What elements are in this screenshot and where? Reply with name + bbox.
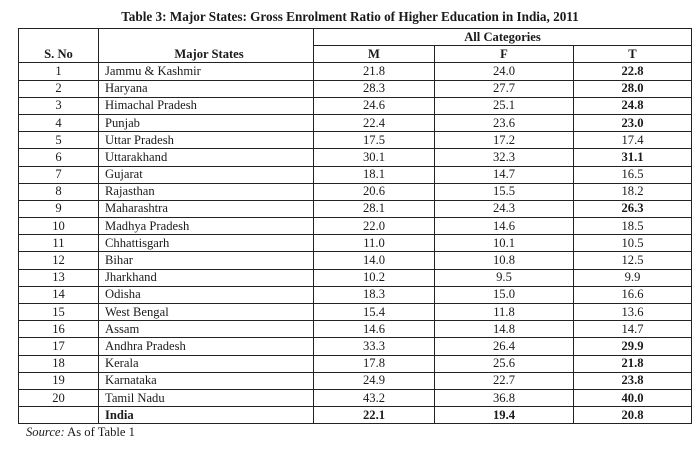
cell-sno: 15	[19, 304, 99, 321]
table-row	[19, 114, 692, 131]
cell-m: 17.5	[314, 132, 435, 149]
cell-t: 24.8	[574, 97, 692, 114]
cell-state: Andhra Pradesh	[99, 338, 314, 355]
cell-sno: 20	[19, 389, 99, 406]
cell-t: 20.8	[574, 407, 692, 424]
cell-state: Himachal Pradesh	[99, 97, 314, 114]
cell-sno: 3	[19, 97, 99, 114]
cell-sno: 5	[19, 132, 99, 149]
cell-m: 24.6	[314, 97, 435, 114]
table-row	[19, 166, 692, 183]
cell-m: 10.2	[314, 269, 435, 286]
col-header-state: Major States	[99, 29, 314, 63]
table-row	[19, 252, 692, 269]
cell-sno: 16	[19, 321, 99, 338]
cell-state: Karnataka	[99, 372, 314, 389]
cell-m: 33.3	[314, 338, 435, 355]
ger-table	[18, 28, 692, 424]
cell-m: 14.6	[314, 321, 435, 338]
cell-t: 22.8	[574, 63, 692, 80]
cell-state: India	[99, 407, 314, 424]
table-row	[19, 97, 692, 114]
cell-f: 10.1	[435, 235, 574, 252]
table-row	[19, 218, 692, 235]
cell-sno: 9	[19, 200, 99, 217]
cell-f: 10.8	[435, 252, 574, 269]
cell-sno: 17	[19, 338, 99, 355]
cell-t: 28.0	[574, 80, 692, 97]
table-row	[19, 235, 692, 252]
table-row	[19, 321, 692, 338]
cell-m: 20.6	[314, 183, 435, 200]
cell-state: Haryana	[99, 80, 314, 97]
cell-m: 28.3	[314, 80, 435, 97]
cell-t: 40.0	[574, 389, 692, 406]
cell-state: Odisha	[99, 286, 314, 303]
cell-m: 24.9	[314, 372, 435, 389]
cell-t: 14.7	[574, 321, 692, 338]
cell-f: 25.1	[435, 97, 574, 114]
cell-sno: 8	[19, 183, 99, 200]
cell-f: 14.6	[435, 218, 574, 235]
cell-state: Tamil Nadu	[99, 389, 314, 406]
cell-t: 23.8	[574, 372, 692, 389]
cell-f: 15.0	[435, 286, 574, 303]
cell-sno: 7	[19, 166, 99, 183]
cell-f: 17.2	[435, 132, 574, 149]
cell-f: 24.0	[435, 63, 574, 80]
cell-t: 16.5	[574, 166, 692, 183]
cell-f: 24.3	[435, 200, 574, 217]
cell-f: 15.5	[435, 183, 574, 200]
cell-t: 18.2	[574, 183, 692, 200]
cell-m: 22.0	[314, 218, 435, 235]
cell-state: Jharkhand	[99, 269, 314, 286]
cell-f: 23.6	[435, 114, 574, 131]
cell-f: 32.3	[435, 149, 574, 166]
table-row	[19, 132, 692, 149]
table-row	[19, 269, 692, 286]
cell-t: 9.9	[574, 269, 692, 286]
table-row	[19, 355, 692, 372]
cell-sno: 13	[19, 269, 99, 286]
table-row	[19, 183, 692, 200]
cell-f: 22.7	[435, 372, 574, 389]
table-row	[19, 149, 692, 166]
cell-f: 11.8	[435, 304, 574, 321]
cell-sno: 2	[19, 80, 99, 97]
total-row	[19, 407, 692, 424]
col-header-sno: S. No	[19, 29, 99, 63]
cell-m: 18.3	[314, 286, 435, 303]
table-row	[19, 286, 692, 303]
table-row	[19, 63, 692, 80]
cell-sno: 11	[19, 235, 99, 252]
cell-m: 22.1	[314, 407, 435, 424]
cell-t: 26.3	[574, 200, 692, 217]
cell-sno: 12	[19, 252, 99, 269]
cell-state: Chhattisgarh	[99, 235, 314, 252]
cell-state: Punjab	[99, 114, 314, 131]
cell-m: 28.1	[314, 200, 435, 217]
cell-t: 31.1	[574, 149, 692, 166]
cell-t: 29.9	[574, 338, 692, 355]
cell-sno: 14	[19, 286, 99, 303]
table-row	[19, 338, 692, 355]
cell-state: Bihar	[99, 252, 314, 269]
cell-m: 43.2	[314, 389, 435, 406]
cell-f: 19.4	[435, 407, 574, 424]
cell-sno: 1	[19, 63, 99, 80]
cell-f: 36.8	[435, 389, 574, 406]
cell-f: 14.8	[435, 321, 574, 338]
table-row	[19, 80, 692, 97]
cell-f: 26.4	[435, 338, 574, 355]
cell-t: 10.5	[574, 235, 692, 252]
cell-state: Jammu & Kashmir	[99, 63, 314, 80]
cell-f: 9.5	[435, 269, 574, 286]
cell-sno: 6	[19, 149, 99, 166]
cell-m: 22.4	[314, 114, 435, 131]
source-note	[26, 425, 135, 440]
table-body	[19, 63, 692, 424]
cell-state: Assam	[99, 321, 314, 338]
cell-sno: 19	[19, 372, 99, 389]
cell-state: Madhya Pradesh	[99, 218, 314, 235]
cell-sno: 10	[19, 218, 99, 235]
cell-f: 25.6	[435, 355, 574, 372]
cell-m: 14.0	[314, 252, 435, 269]
cell-sno: 18	[19, 355, 99, 372]
col-header-m: M	[314, 46, 435, 63]
cell-state: Uttarakhand	[99, 149, 314, 166]
table-row	[19, 304, 692, 321]
table-row	[19, 372, 692, 389]
cell-t: 21.8	[574, 355, 692, 372]
cell-t: 12.5	[574, 252, 692, 269]
cell-m: 18.1	[314, 166, 435, 183]
cell-state: Maharashtra	[99, 200, 314, 217]
cell-state: Gujarat	[99, 166, 314, 183]
cell-t: 18.5	[574, 218, 692, 235]
col-header-f: F	[435, 46, 574, 63]
cell-state: Rajasthan	[99, 183, 314, 200]
source-text: As of Table 1	[64, 425, 135, 439]
cell-state: West Bengal	[99, 304, 314, 321]
cell-sno: 4	[19, 114, 99, 131]
cell-t: 23.0	[574, 114, 692, 131]
cell-t: 17.4	[574, 132, 692, 149]
cell-m: 30.1	[314, 149, 435, 166]
cell-m: 11.0	[314, 235, 435, 252]
cell-m: 21.8	[314, 63, 435, 80]
cell-f: 27.7	[435, 80, 574, 97]
cell-m: 17.8	[314, 355, 435, 372]
table-row	[19, 389, 692, 406]
col-header-t: T	[574, 46, 692, 63]
table-row	[19, 200, 692, 217]
cell-t: 16.6	[574, 286, 692, 303]
cell-state: Uttar Pradesh	[99, 132, 314, 149]
cell-m: 15.4	[314, 304, 435, 321]
cell-sno	[19, 407, 99, 424]
cell-f: 14.7	[435, 166, 574, 183]
cell-state: Kerala	[99, 355, 314, 372]
source-label: Source:	[26, 425, 65, 439]
cell-t: 13.6	[574, 304, 692, 321]
col-group-all-categories: All Categories	[314, 29, 692, 46]
table-title: Table 3: Major States: Gross Enrolment Ratio of Higher Education in India, 2011	[121, 9, 579, 24]
